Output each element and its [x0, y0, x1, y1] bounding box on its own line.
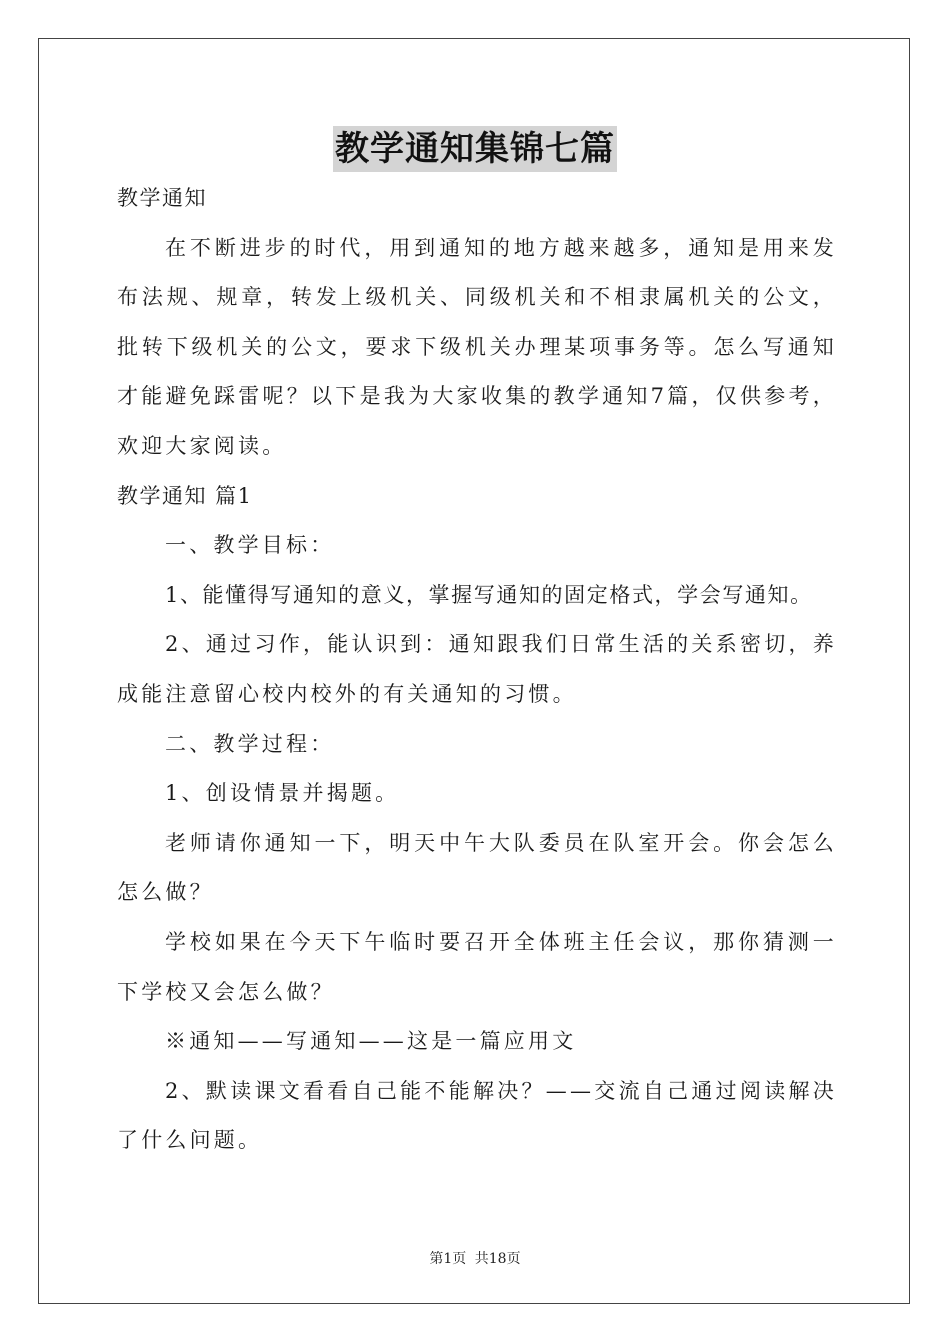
step-2: 2、默读课文看看自己能不能解决？——交流自己通过阅读解决了什么问题。: [117, 1078, 837, 1153]
page-total: 共18页: [474, 1251, 521, 1267]
step-1-c: ※通知——写通知——这是一篇应用文: [165, 1029, 577, 1054]
step-1-a: 老师请你通知一下，明天中午大队委员在队室开会。你会怎么怎么做？: [117, 830, 837, 905]
step-1-b: 学校如果在今天下午临时要召开全体班主任会议，那你猜测一下学校又会怎么做？: [117, 929, 837, 1004]
section-label: 教学通知: [117, 186, 207, 210]
document-body: [117, 174, 837, 1166]
page-number: 第1页: [429, 1251, 467, 1267]
page-footer: [0, 1248, 950, 1268]
intro-paragraph: 在不断进步的时代，用到通知的地方越来越多，通知是用来发布法规、规章，转发上级机关、同级机关和不相隶属机关的公文，批转下级机关的公文，要求下级机关办理某项事务等。怎么写通知才能避免踩雷呢？以下是我为大家收集的教学通知7篇，仅供参考，欢迎大家阅读。: [117, 235, 837, 458]
article-heading: 教学通知 篇1: [117, 483, 253, 508]
goal-1: 1、能懂得写通知的意义，掌握写通知的固定格式，学会写通知。: [165, 582, 813, 607]
process-heading: 二、教学过程：: [165, 731, 335, 756]
title-area: [0, 126, 950, 172]
goal-2: 2、通过习作，能认识到：通知跟我们日常生活的关系密切，养成能注意留心校内校外的有关通知的习惯。: [117, 632, 837, 706]
document-title: 教学通知集锦七篇: [333, 126, 617, 172]
goals-heading: 一、教学目标：: [165, 533, 335, 558]
step-1: 1、创设情景并揭题。: [165, 781, 400, 806]
